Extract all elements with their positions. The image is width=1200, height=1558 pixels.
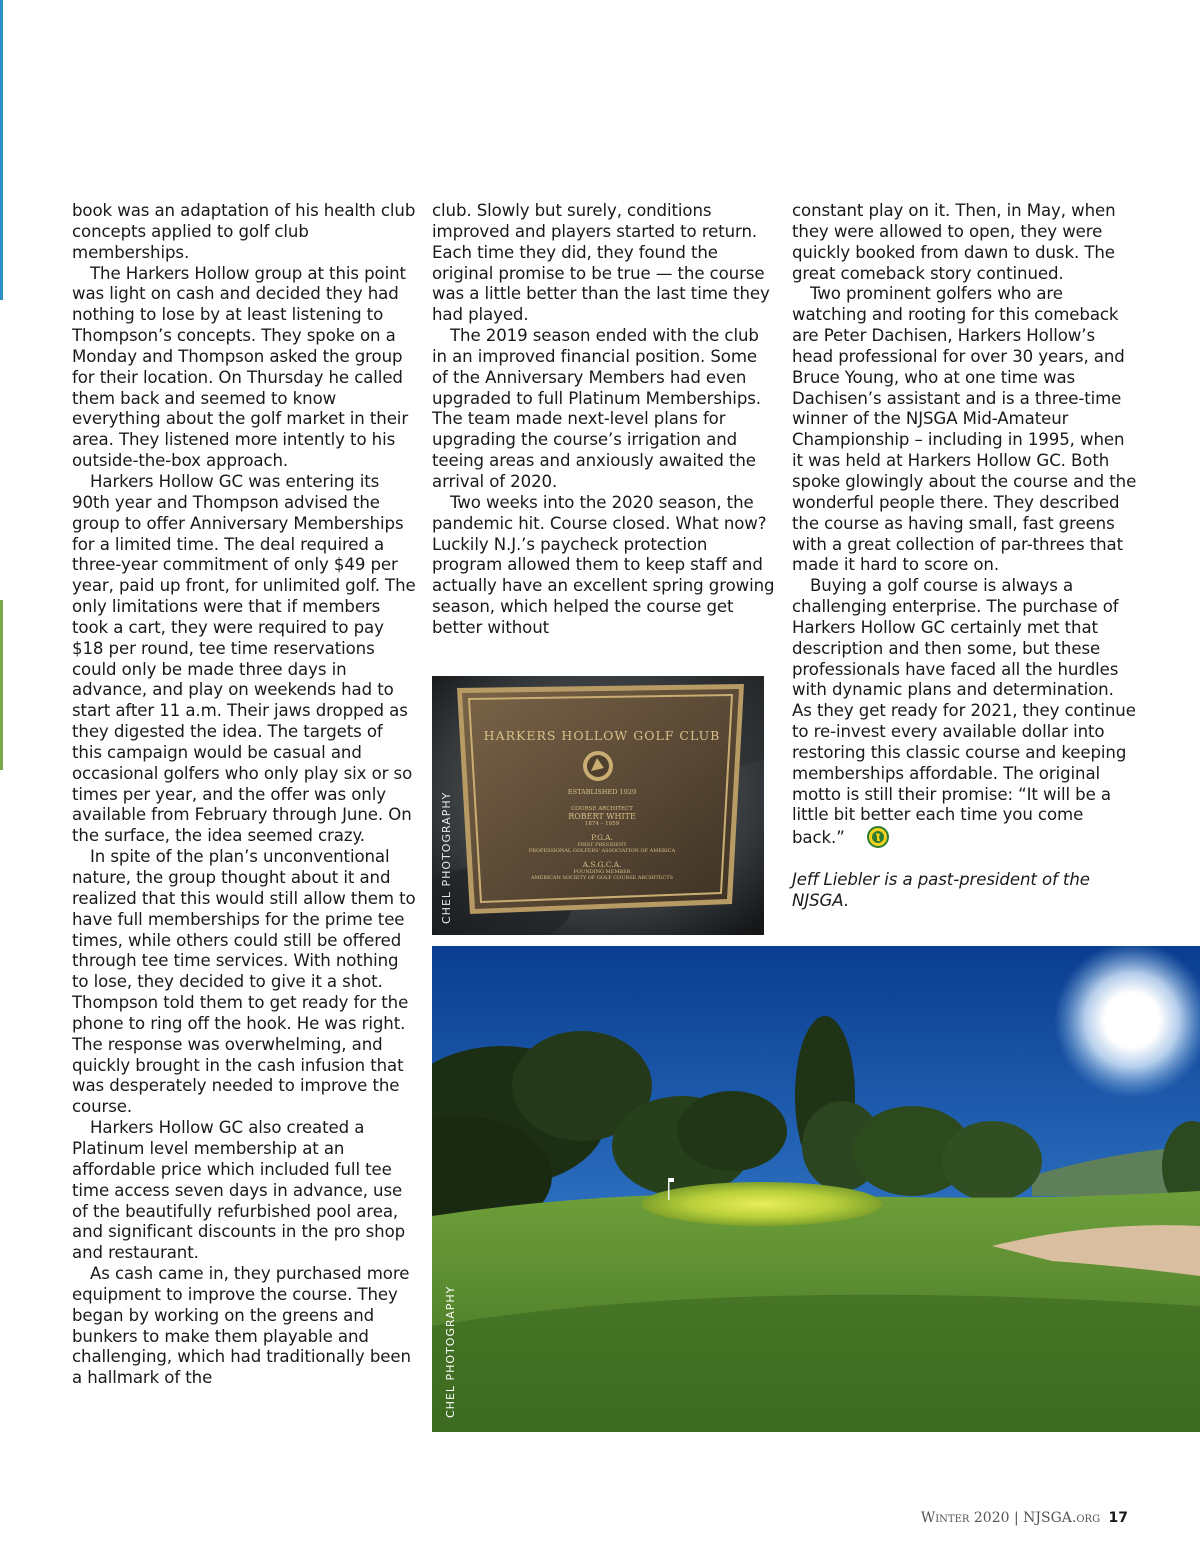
plaque-pga-full: PROFESSIONAL GOLFERS' ASSOCIATION OF AMERICA: [528, 848, 676, 854]
plaque-text: [472, 728, 732, 881]
edge-mark-blue: [0, 0, 3, 300]
paragraph: As cash came in, they purchased more equipment to improve the course. They began by working on the greens and bunkers to make them playable and challenging, which had traditionally been a hallmark of the: [72, 1264, 411, 1388]
plaque-architect-name: ROBERT WHITE: [568, 812, 636, 821]
footer-issue: Winter 2020: [920, 1510, 1010, 1526]
plaque-club-name: HARKERS HOLLOW GOLF CLUB: [483, 728, 721, 743]
author-byline: Jeff Liebler is a past-president of the NJSGA.: [792, 870, 1090, 910]
footer-separator: |: [1013, 1510, 1019, 1526]
plaque-pga-title: P.G.A.: [591, 833, 613, 842]
plaque-architect-years: 1874 – 1959: [584, 821, 620, 827]
page-number: 17: [1108, 1510, 1128, 1526]
closing-paragraph-text: Buying a golf course is always a challenging enterprise. The purchase of Harkers Hollow GC certainly met that description and then some, but these professionals have faced all the hurdles with dynamic plans and determination. As they get ready for 2021, they continue to re-invest every available dollar into restoring this classic course and keeping memberships affordable. The original motto is still their promise: “It will be a little bit better each time you come back.”: [792, 576, 1136, 848]
photo-credit: CHEL PHOTOGRAPHY: [444, 1285, 457, 1418]
plaque-asgca-role: FOUNDING MEMBER: [573, 869, 631, 875]
paragraph: The 2019 season ended with the club in an improved financial position. Some of the Anniversary Members had even upgraded to full Platinum Memberships. The team made next-level plans for upgrading the course’s irrigation and teeing areas and anxiously awaited the arrival of 2020.: [432, 326, 761, 491]
plaque-pga-role: FIRST PRESIDENT: [577, 842, 627, 848]
plaque-asgca-full: AMERICAN SOCIETY OF GOLF COURSE ARCHITECTS: [530, 875, 674, 881]
paragraph: Two weeks into the 2020 season, the pandemic hit. Course closed. What now? Luckily N.J.’s paycheck protection program allowed them to keep staff and actually have an excellent spring growing season, which helped the course get better without: [432, 492, 775, 637]
footer-site: NJSGA.org: [1023, 1510, 1101, 1526]
paragraph: Harkers Hollow GC also created a Platinum level membership at an affordable price which included full tee time access seven days in advance, use of the beautifully refurbished pool area, and significant discounts in the pro shop and restaurant.: [72, 1118, 406, 1263]
njsga-logo-icon: [849, 826, 871, 848]
paragraph: club. Slowly but surely, conditions improved and players started to return. Each time they did, they found the original promise to be true — the course was a little better than the last time they had played.: [432, 201, 770, 325]
paragraph: [792, 576, 1137, 849]
page-footer: [921, 1510, 1128, 1526]
plaque-photo: [432, 676, 764, 935]
article-column-2: [432, 201, 777, 639]
photo-credit: CHEL PHOTOGRAPHY: [440, 791, 453, 924]
paragraph: In spite of the plan’s unconventional nature, the group thought about it and realized that this would still allow them to have full memberships for the prime tee times, while others could still be offered through tee time services. With nothing to lose, they decided to give it a shot. Thompson told them to get ready for the phone to ring off the hook. He was right. The response was overwhelming, and quickly brought in the cash infusion that was desperately needed to improve the course.: [72, 847, 416, 1117]
paragraph: Harkers Hollow GC was entering its 90th year and Thompson advised the group to offer Anniversary Memberships for a limited time. The deal required a three-year commitment of only $49 per year, paid up front, for unlimited golf. The only limitations were that if members took a cart, they were required to pay $18 per round, tee time reservations could only be made three days in advance, and play on weekends had to start after 11 a.m. Their jaws dropped as they digested the idea. The targets of this campaign would be casual and occasional golfers who only play six or so times per year, and the offer was only available from February through June. On the surface, the idea seemed crazy.: [72, 471, 416, 846]
paragraph: constant play on it. Then, in May, when they were allowed to open, they were quickly booked from dawn to dusk. The great comeback story continued.: [792, 201, 1116, 283]
edge-mark-green: [0, 600, 3, 770]
golf-course-photo: [432, 946, 1200, 1432]
article-column-3: [792, 201, 1137, 912]
article-column-1: [72, 201, 417, 1389]
plaque-established: ESTABLISHED 1929: [567, 788, 637, 796]
paragraph: Two prominent golfers who are watching and rooting for this comeback are Peter Dachisen, Harkers Hollow’s head professional for over 30 years, and Bruce Young, who at one time was Dachisen’s assistant and is a three-time winner of the NJSGA Mid-Amateur Championship – including in 1995, when it was held at Harkers Hollow GC. Both spoke glowingly about the course and the wonderful people there. They described the course as having small, fast greens with a great collection of par-threes that made it hard to score on.: [792, 284, 1137, 575]
plaque-architect-label: COURSE ARCHITECT: [571, 806, 633, 812]
paragraph: The Harkers Hollow group at this point was light on cash and decided they had nothing to lose by at least listening to Thompson’s concepts. They spoke on a Monday and Thompson asked the group for their location. On Thursday he called them back and seemed to know everything about the golf market in their area. They listened more intently to his outside-the-box approach.: [72, 263, 409, 471]
plaque-asgca-title: A.S.G.C.A.: [582, 860, 622, 869]
paragraph: book was an adaptation of his health club concepts applied to golf club memberships.: [72, 201, 416, 262]
